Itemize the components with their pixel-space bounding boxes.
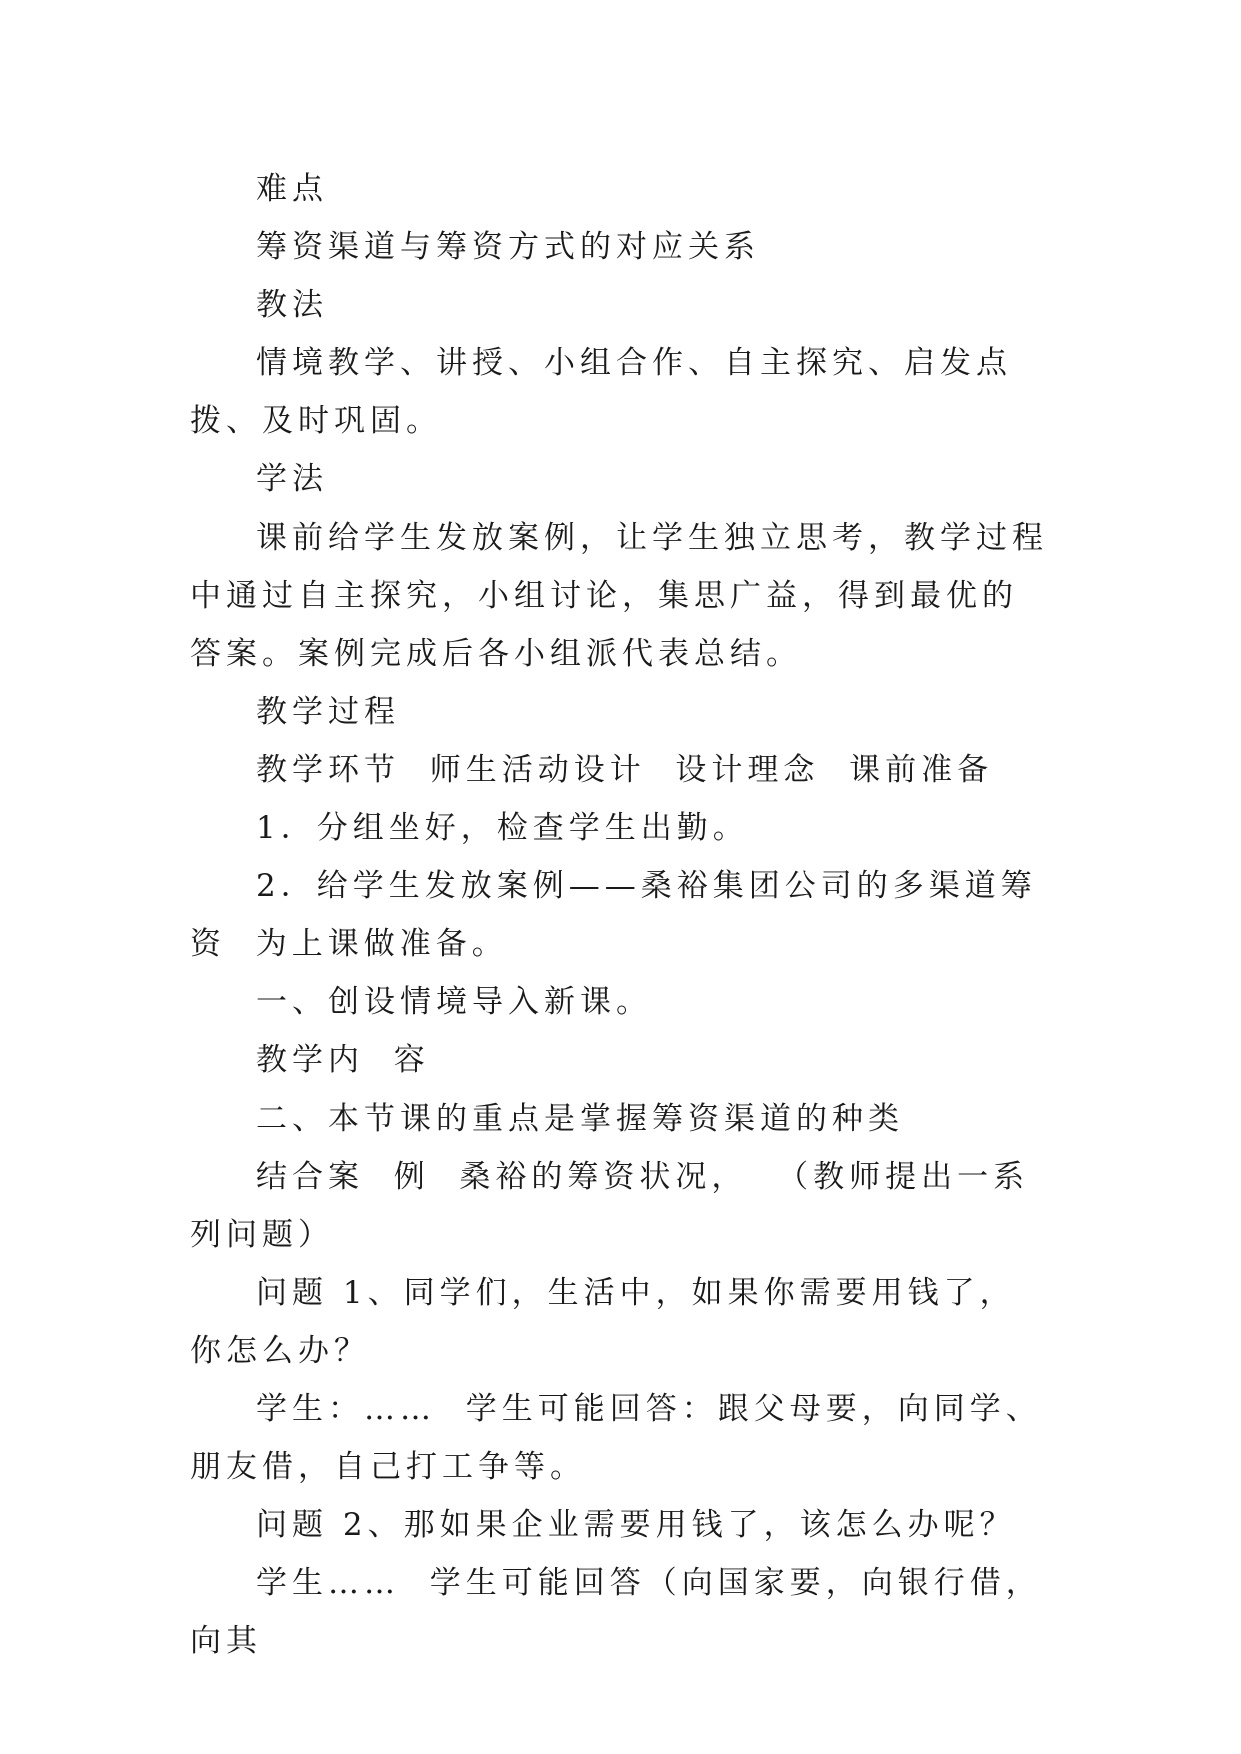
- paragraph-difficulty-content: 筹资渠道与筹资方式的对应关系: [256, 229, 760, 266]
- paragraph-question-1: 问题 1、同学们，生活中，如果你需要用钱了，你怎么办？: [190, 1274, 1016, 1369]
- paragraph-case-intro: 结合案 例 桑裕的筹资状况， （教师提出一系列问题）: [190, 1158, 1030, 1253]
- paragraph-teaching-method-content: 情境教学、讲授、小组合作、自主探究、启发点拨、及时巩固。: [190, 345, 1012, 440]
- paragraph-student-answer-2: 学生…… 学生可能回答（向国家要，向银行借，向其: [190, 1565, 1042, 1660]
- paragraph-learning-method-content: 课前给学生发放案例，让学生独立思考，教学过程中通过自主探究，小组讨论，集思广益，得到最优的答案。案例完成后各小组派代表总结。: [190, 519, 1048, 672]
- paragraph-section-2: 二、本节课的重点是掌握筹资渠道的种类: [256, 1100, 904, 1137]
- heading-teaching-process: 教学过程: [256, 693, 400, 730]
- document-body: [190, 160, 1050, 1670]
- heading-difficulty: 难点: [256, 171, 328, 207]
- paragraph-teaching-content: 教学内 容: [256, 1042, 430, 1079]
- paragraph-process-columns: 教学环节 师生活动设计 设计理念 课前准备: [256, 751, 994, 788]
- paragraph-section-1: 一、创设情境导入新课。: [256, 984, 652, 1021]
- heading-teaching-method: 教法: [256, 287, 328, 324]
- paragraph-step-2: 2．给学生发放案例——桑裕集团公司的多渠道筹资 为上课做准备。: [190, 868, 1037, 963]
- heading-learning-method: 学法: [256, 461, 328, 498]
- paragraph-step-1: 1．分组坐好，检查学生出勤。: [256, 810, 749, 847]
- paragraph-student-answer-1: 学生：…… 学生可能回答：跟父母要，向同学、朋友借，自己打工争等。: [190, 1390, 1042, 1486]
- paragraph-question-2: 问题 2、那如果企业需要用钱了，该怎么办呢？: [256, 1507, 1016, 1544]
